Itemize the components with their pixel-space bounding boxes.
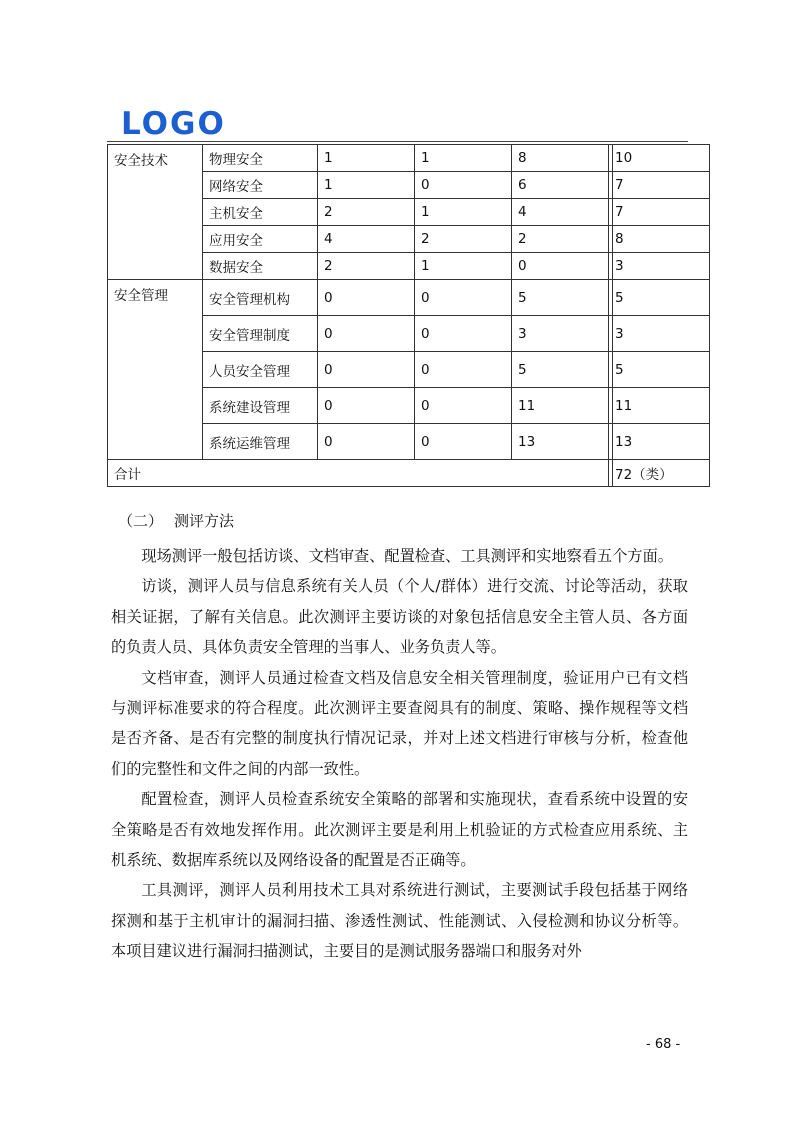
value-cell: 11 <box>512 388 609 424</box>
value-cell: 1 <box>318 145 415 172</box>
value-cell: 1 <box>318 172 415 199</box>
value-cell: 0 <box>318 424 415 460</box>
paragraph: 现场测评一般包括访谈、文档审查、配置检查、工具测评和实地察看五个方面。 <box>141 547 673 565</box>
total-cell: 13 <box>609 424 710 460</box>
value-cell: 0 <box>318 316 415 352</box>
item-cell: 安全管理机构 <box>203 280 318 316</box>
grand-total-cell: 72（类） <box>609 460 710 487</box>
item-cell: 应用安全 <box>203 226 318 253</box>
total-cell: 7 <box>609 172 710 199</box>
total-cell: 5 <box>609 352 710 388</box>
total-cell: 3 <box>609 253 710 280</box>
total-cell: 7 <box>609 199 710 226</box>
value-cell: 0 <box>318 280 415 316</box>
section-heading <box>118 510 234 531</box>
value-cell: 0 <box>415 316 512 352</box>
value-cell: 0 <box>318 352 415 388</box>
total-cell: 5 <box>609 280 710 316</box>
value-cell: 1 <box>415 253 512 280</box>
value-cell: 4 <box>318 226 415 253</box>
section-number: （二） <box>118 512 164 530</box>
value-cell: 0 <box>512 253 609 280</box>
value-cell: 2 <box>415 226 512 253</box>
item-cell: 人员安全管理 <box>203 352 318 388</box>
category-cell: 安全技术 <box>108 145 203 280</box>
item-cell: 系统运维管理 <box>203 424 318 460</box>
section-title: 测评方法 <box>174 512 235 530</box>
value-cell: 0 <box>415 352 512 388</box>
item-cell: 安全管理制度 <box>203 316 318 352</box>
value-cell: 2 <box>318 253 415 280</box>
total-cell: 8 <box>609 226 710 253</box>
body-text <box>111 541 688 967</box>
value-cell: 8 <box>512 145 609 172</box>
paragraph: 访谈，测评人员与信息系统有关人员（个人/群体）进行交流、讨论等活动，获取相关证据，了解有关信息。此次测评主要访谈的对象包括信息安全主管人员、各方面的负责人员、具体负责安全管理的当事人、业务负责人等。 <box>111 577 688 657</box>
value-cell: 5 <box>512 280 609 316</box>
total-cell: 3 <box>609 316 710 352</box>
value-cell: 0 <box>415 172 512 199</box>
value-cell: 3 <box>512 316 609 352</box>
header-rule <box>107 141 688 142</box>
paragraph: 文档审查，测评人员通过检查文档及信息安全相关管理制度，验证用户已有文档与测评标准要求的符合程度。此次测评主要查阅具有的制度、策略、操作规程等文档是否齐备、是否有完整的制度执行情况记录，并对上述文档进行审核与分析，检查他们的完整性和文件之间的内部一致性。 <box>111 668 688 778</box>
item-cell: 网络安全 <box>203 172 318 199</box>
value-cell: 13 <box>512 424 609 460</box>
paragraph: 配置检查，测评人员检查系统安全策略的部署和实施现状，查看系统中设置的安全策略是否有效地发挥作用。此次测评主要是利用上机验证的方式检查应用系统、主机系统、数据库系统以及网络设备的配置是否正确等。 <box>111 790 688 870</box>
value-cell: 1 <box>415 145 512 172</box>
value-cell: 2 <box>512 226 609 253</box>
value-cell: 5 <box>512 352 609 388</box>
table-row <box>108 145 710 172</box>
item-cell: 物理安全 <box>203 145 318 172</box>
value-cell: 1 <box>415 199 512 226</box>
value-cell: 0 <box>415 388 512 424</box>
page-number: - 68 - <box>646 1037 681 1052</box>
table-row <box>108 280 710 316</box>
paragraph: 工具测评，测评人员利用技术工具对系统进行测试，主要测试手段包括基于网络探测和基于主机审计的漏洞扫描、渗透性测试、性能测试、入侵检测和协议分析等。本项目建议进行漏洞扫描测试，主要目的是测试服务器端口和服务对外 <box>111 881 688 961</box>
total-row <box>108 460 710 487</box>
value-cell: 4 <box>512 199 609 226</box>
total-cell: 10 <box>609 145 710 172</box>
logo: LOGO <box>121 106 226 142</box>
evaluation-table <box>107 144 710 487</box>
value-cell: 0 <box>318 388 415 424</box>
total-label: 合计 <box>108 460 609 487</box>
item-cell: 系统建设管理 <box>203 388 318 424</box>
value-cell: 2 <box>318 199 415 226</box>
value-cell: 0 <box>415 280 512 316</box>
total-cell: 11 <box>609 388 710 424</box>
category-cell: 安全管理 <box>108 280 203 460</box>
value-cell: 6 <box>512 172 609 199</box>
item-cell: 主机安全 <box>203 199 318 226</box>
item-cell: 数据安全 <box>203 253 318 280</box>
value-cell: 0 <box>415 424 512 460</box>
